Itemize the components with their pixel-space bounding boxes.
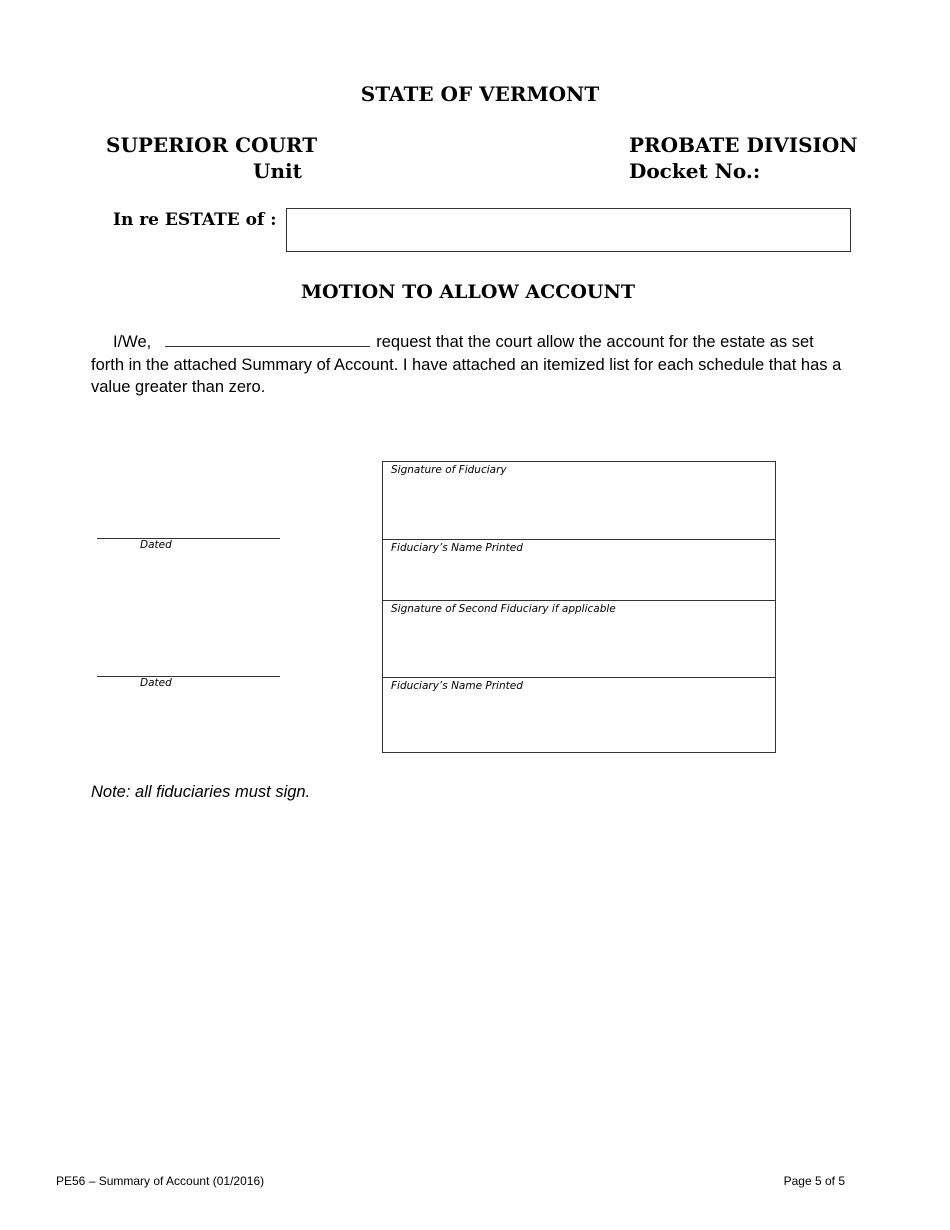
fiduciary-signature-field[interactable] [383,462,775,539]
date-line-1[interactable] [97,538,280,539]
motion-title: MOTION TO ALLOW ACCOUNT [300,281,636,303]
dated-caption-1: Dated [140,539,172,551]
state-title: STATE OF VERMONT [360,82,600,106]
estate-name-field[interactable] [286,208,851,252]
docket-label: Docket No.: [629,159,761,183]
motion-paragraph [91,331,851,399]
petitioner-name-field[interactable] [165,332,370,347]
motion-text: request that the court allow the account for the estate as set forth in the attached Summary of Account. I have attached an itemized list for each schedule that has a value greater than zero. [91,333,842,396]
dated-caption-2: Dated [140,677,172,689]
footer-page-number: Page 5 of 5 [783,1174,845,1188]
signature-table [382,461,776,753]
note-text: Note: all fiduciaries must sign. [91,783,311,801]
fiduciary-name-field[interactable] [383,539,775,600]
second-fiduciary-name-field[interactable] [383,677,775,752]
court-name: SUPERIOR COURT [106,133,318,157]
second-signature-caption: Signature of Second Fiduciary if applicable [391,603,616,615]
name-caption: Fiduciary’s Name Printed [391,542,523,554]
second-name-caption: Fiduciary’s Name Printed [391,680,523,692]
unit-label: Unit [253,159,302,183]
footer-form-id: PE56 – Summary of Account (01/2016) [56,1174,265,1188]
date-line-2[interactable] [97,676,280,677]
motion-prefix: I/We, [113,333,152,351]
second-fiduciary-signature-field[interactable] [383,600,775,677]
division-name: PROBATE DIVISION [629,133,858,157]
estate-label: In re ESTATE of : [113,210,277,230]
signature-caption: Signature of Fiduciary [391,464,507,476]
